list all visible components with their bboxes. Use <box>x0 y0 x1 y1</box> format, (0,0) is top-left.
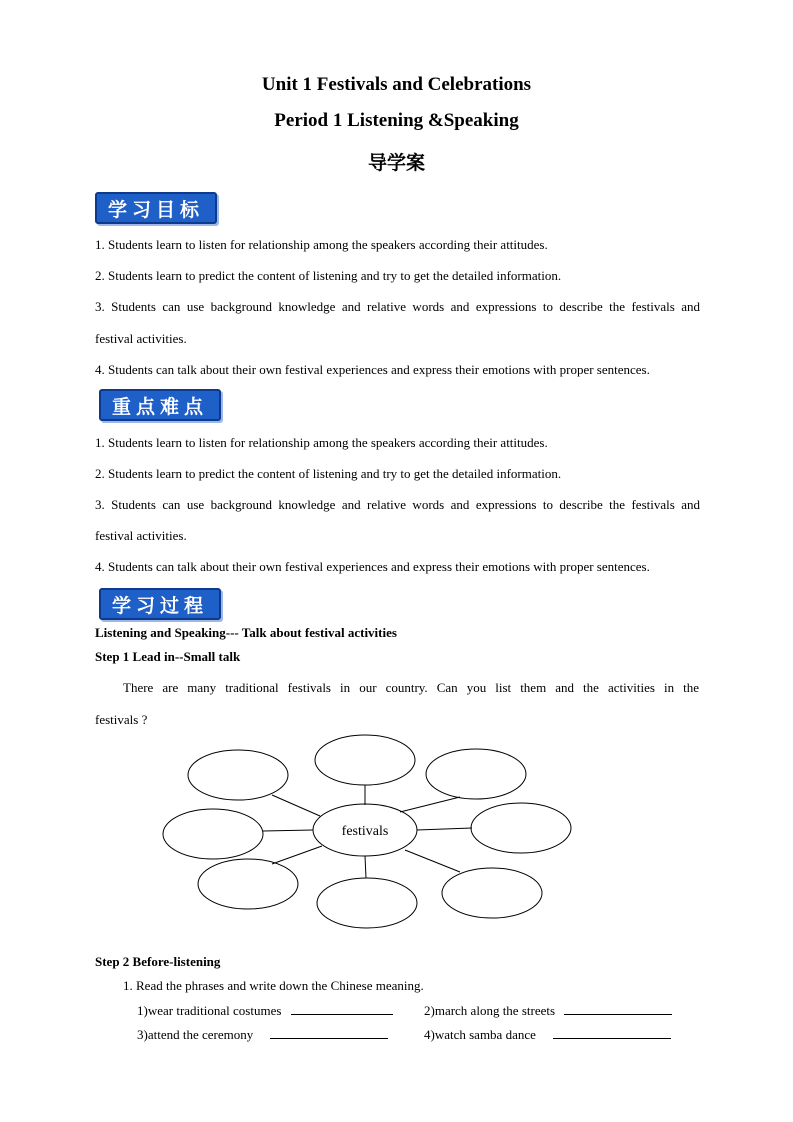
key-point-line-3-cont: festival activities. <box>95 528 187 543</box>
step2-instruction: 1. Read the phrases and write down the Chinese meaning. <box>123 978 424 993</box>
mindmap-link <box>400 797 460 812</box>
step1-text-cont: festivals ? <box>95 712 148 727</box>
mindmap-bubble-bottom-left <box>198 859 298 909</box>
objective-line-4: 4. Students can talk about their own festival experiences and express their emotions with proper sentences. <box>95 362 650 377</box>
mindmap-link <box>365 856 366 878</box>
mindmap-bubble-bottom-right <box>442 868 542 918</box>
process-badge: 学习过程 <box>99 588 221 620</box>
key-point-line-1: 1. Students learn to listen for relationship among the speakers according their attitudes. <box>95 435 548 450</box>
mindmap-bubble-bottom <box>317 878 417 928</box>
answer-blank[interactable] <box>553 1026 671 1039</box>
phrase-text: 2)march along the streets <box>424 1003 556 1018</box>
phrase-item <box>137 1026 388 1043</box>
phrase-text: 3)attend the ceremony <box>137 1027 254 1042</box>
mindmap-bubble-right <box>471 803 571 853</box>
key-point-line-3: 3. Students can use background knowledge and relative words and expressions to describe the festivals and <box>95 497 700 512</box>
phrase-text: 4)watch samba dance <box>424 1027 536 1042</box>
mindmap-bubble-top <box>315 735 415 785</box>
mindmap-link <box>405 850 460 872</box>
period-title: Period 1 Listening &Speaking <box>274 110 519 131</box>
phrase-text: 1)wear traditional costumes <box>137 1003 282 1018</box>
objective-line-3-cont: festival activities. <box>95 331 187 346</box>
mindmap-bubble-left <box>163 809 263 859</box>
step1-heading: Step 1 Lead in--Small talk <box>95 649 241 664</box>
phrase-item <box>424 1026 671 1043</box>
key-point-line-4: 4. Students can talk about their own festival experiences and express their emotions with proper sentences. <box>95 559 650 574</box>
answer-blank[interactable] <box>270 1026 388 1039</box>
step2-heading: Step 2 Before-listening <box>95 954 221 969</box>
objective-line-2: 2. Students learn to predict the content of listening and try to get the detailed information. <box>95 268 562 283</box>
answer-blank[interactable] <box>564 1002 672 1015</box>
mindmap-link <box>263 830 313 831</box>
key-points-badge: 重点难点 <box>99 389 221 421</box>
step1-text: There are many traditional festivals in our country. Can you list them and the activities in the <box>123 680 699 695</box>
objectives-badge: 学习目标 <box>95 192 217 224</box>
phrase-item <box>424 1002 672 1019</box>
mindmap-link <box>272 846 322 864</box>
answer-blank[interactable] <box>291 1002 393 1015</box>
mindmap-bubble-top-right <box>426 749 526 799</box>
objective-line-1: 1. Students learn to listen for relationship among the speakers according their attitudes. <box>95 237 548 252</box>
mindmap-link <box>272 795 320 816</box>
process-heading: Listening and Speaking--- Talk about festival activities <box>95 625 397 640</box>
phrase-item <box>137 1002 393 1019</box>
mindmap-link <box>417 828 472 830</box>
mindmap-center-label: festivals <box>341 824 389 839</box>
mindmap-bubble-top-left <box>188 750 288 800</box>
guide-subtitle: 导学案 <box>367 152 425 174</box>
objective-line-3: 3. Students can use background knowledge and relative words and expressions to describe the festivals and <box>95 299 700 314</box>
doc-title: Unit 1 Festivals and Celebrations <box>261 74 532 95</box>
key-point-line-2: 2. Students learn to predict the content of listening and try to get the detailed information. <box>95 466 562 481</box>
